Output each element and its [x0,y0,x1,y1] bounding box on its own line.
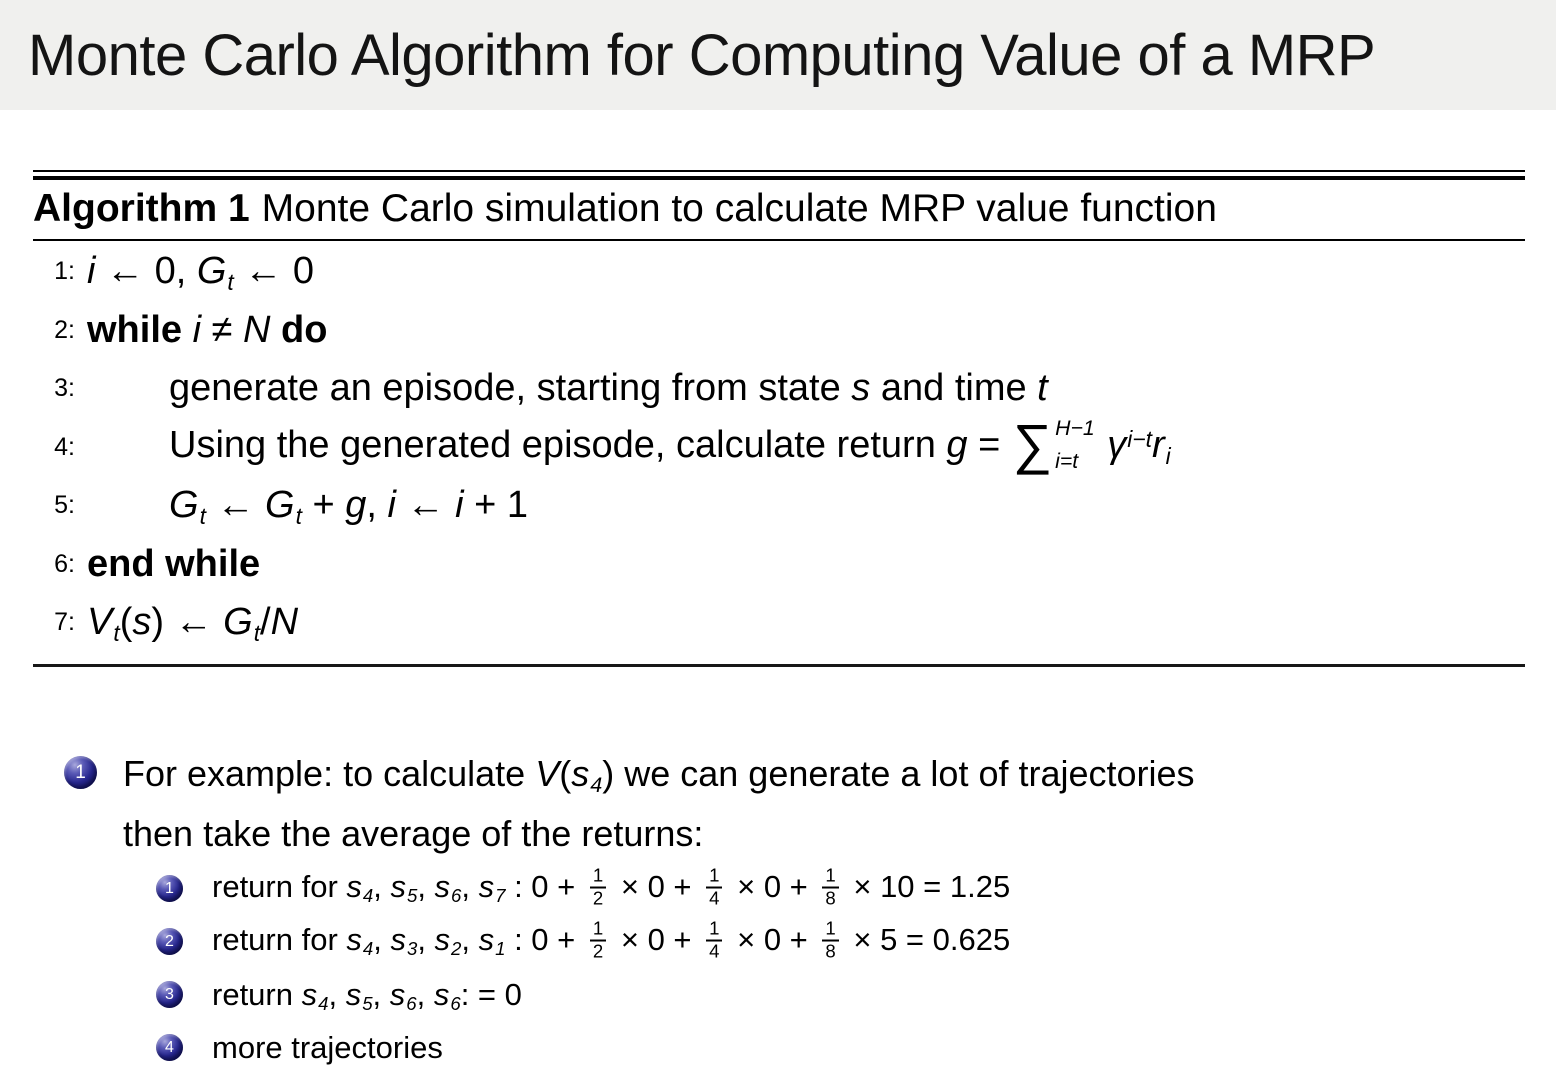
enumerate-ball-icon: 1 [156,875,183,902]
algorithm-line [33,412,1525,477]
example-sub-item [156,915,1010,968]
algorithm-bottom-rule [33,664,1525,667]
line-content: generate an episode, starting from state s and time t [169,367,1048,410]
enumerate-ball-icon: 1 [64,756,97,789]
title-bar [0,0,1556,110]
example-sub-item [156,862,1010,915]
enumerate-ball-icon: 2 [156,928,183,955]
algorithm-caption-label: Algorithm 1 [33,187,250,230]
algorithm-lines [33,241,1525,665]
line-number: 6: [54,549,75,578]
algorithm-line [33,477,1525,536]
sub-item-text: more trajectories [212,1029,443,1065]
algorithm-line [33,243,1525,302]
enumerate-ball-icon: 4 [156,1034,183,1061]
algorithm-line [33,360,1525,419]
example-item [64,746,1195,861]
example-sub-item [156,1021,1010,1074]
line-content: i ← 0, Gt ← 0 [87,250,314,295]
line-number: 4: [54,432,75,461]
line-number: 7: [54,608,75,637]
algorithm-line [33,535,1525,594]
sub-item-text: return s4, s5, s6, s6: = 0 [212,976,522,1014]
line-number: 5: [54,491,75,520]
line-content: end while [87,542,261,585]
enumerate-ball-icon: 3 [156,981,183,1008]
algorithm-caption [33,180,1525,239]
sub-item-text: return for s4, s3, s2, s1 : 0 + $\frac{1}{2}$ × 0 + $\frac{1}{4}$ × 0 + $\frac{1}{8}$ × 5 = 0.625 [212,917,1011,962]
line-content: Using the generated episode, calculate return g = ∑ H−1 i=t $\gamma^{i-t}ri$ [169,412,1171,475]
algorithm-caption-text: Monte Carlo simulation to calculate MRP value function [261,187,1217,230]
line-number: 3: [54,374,75,403]
slide-title: Monte Carlo Algorithm for Computing Value of a MRP [28,22,1376,88]
line-number: 1: [54,257,75,286]
sub-item-text: return for s4, s5, s6, s7 : 0 + $\frac{1}{2}$ × 0 + $\frac{1}{4}$ × 0 + $\frac{1}{8}$ × 10 = 1.25 [212,864,1011,909]
line-content: Gt ← Gt + g, i ← i + 1 [169,484,528,529]
algorithm-box [33,170,1525,667]
line-number: 2: [54,315,75,344]
example-text-line1: For example: to calculate V(s4) we can generate a lot of trajectories [123,753,1195,798]
line-content: Vt(s) ← Gt/N [87,601,299,646]
line-content: while i ≠ N do [87,308,328,351]
algorithm-line [33,301,1525,360]
example-text-line2: then take the average of the returns: [123,813,704,854]
algorithm-line [33,594,1525,653]
example-text [123,746,1195,861]
example-sub-item [156,968,1010,1021]
example-sub-list [156,862,1010,1074]
